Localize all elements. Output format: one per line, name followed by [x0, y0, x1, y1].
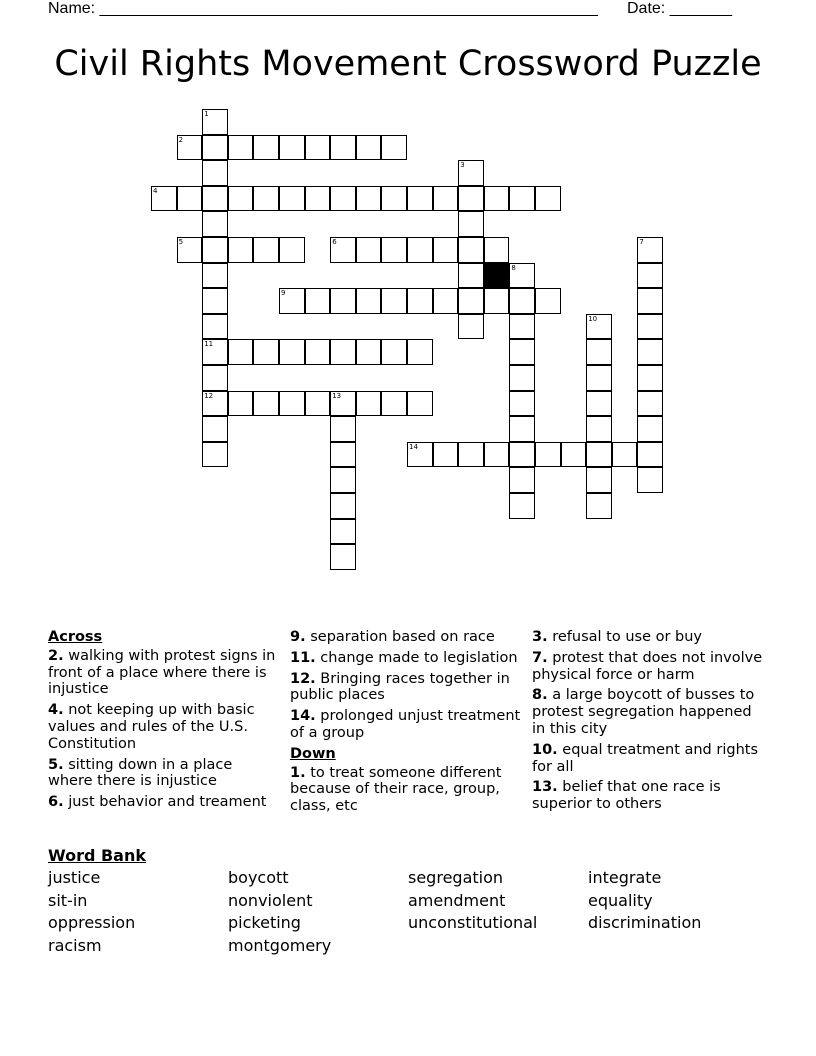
grid-cell[interactable]: [356, 186, 382, 212]
grid-cell[interactable]: [586, 416, 612, 442]
clue-text: walking with protest signs in front of a place where there is injustice: [48, 647, 276, 698]
grid-cell[interactable]: [279, 186, 305, 212]
grid-cell[interactable]: [484, 288, 510, 314]
clue-number: 13: [332, 391, 342, 400]
grid-cell[interactable]: [330, 519, 356, 545]
grid-cell[interactable]: [381, 391, 407, 417]
clue-number-label: 1.: [290, 764, 306, 781]
grid-cell[interactable]: [509, 467, 535, 493]
clues-column-2: [290, 629, 522, 819]
grid-cell[interactable]: [458, 314, 484, 340]
grid-cell[interactable]: [637, 416, 663, 442]
grid-cell[interactable]: [586, 442, 612, 468]
grid-cell[interactable]: [586, 365, 612, 391]
grid-cell[interactable]: [509, 263, 535, 289]
grid-cell[interactable]: [586, 391, 612, 417]
clue-item: [48, 648, 280, 698]
clue-number-label: 14.: [290, 708, 316, 725]
clue-number: 12: [204, 391, 214, 400]
grid-cell[interactable]: [279, 339, 305, 365]
grid-cell[interactable]: [509, 391, 535, 417]
clue-text: not keeping up with basic values and rules of the U.S. Constitution: [48, 702, 255, 752]
clues-column-1: [48, 629, 280, 815]
grid-cell[interactable]: [535, 442, 561, 468]
word-bank-item: segregation: [408, 868, 504, 887]
grid-cell[interactable]: [509, 288, 535, 314]
grid-cell[interactable]: [458, 288, 484, 314]
grid-cell[interactable]: [407, 339, 433, 365]
grid-cell[interactable]: [253, 135, 279, 161]
clue-number: 4: [153, 186, 158, 195]
clue-number-label: 3.: [532, 629, 548, 645]
grid-cell[interactable]: [381, 186, 407, 212]
grid-cell[interactable]: [458, 237, 484, 263]
grid-cell[interactable]: [305, 339, 331, 365]
grid-cell[interactable]: [202, 186, 228, 212]
date-line: Date: _______: [627, 0, 732, 17]
grid-cell[interactable]: [228, 339, 254, 365]
clue-number-label: 5.: [48, 756, 64, 773]
grid-cell[interactable]: [202, 339, 228, 365]
grid-cell[interactable]: [561, 442, 587, 468]
grid-cell[interactable]: [202, 109, 228, 135]
clue-text: prolonged unjust treatment of a group: [290, 708, 521, 741]
clue-item: [532, 742, 768, 776]
clue-number: 1: [204, 110, 209, 118]
grid-cell[interactable]: [177, 186, 203, 212]
grid-cell[interactable]: [637, 391, 663, 417]
grid-cell[interactable]: [381, 237, 407, 263]
grid-cell[interactable]: [509, 365, 535, 391]
grid-cell[interactable]: [433, 237, 459, 263]
grid-cell[interactable]: [356, 339, 382, 365]
grid-cell[interactable]: [586, 339, 612, 365]
name-line: Name: ________________________________________________________: [48, 0, 598, 17]
grid-cell[interactable]: [253, 237, 279, 263]
grid-cell[interactable]: [484, 442, 510, 468]
grid-cell[interactable]: [177, 135, 203, 161]
grid-cell[interactable]: [458, 442, 484, 468]
clue-text: refusal to use or buy: [547, 629, 703, 645]
grid-cell[interactable]: [535, 288, 561, 314]
grid-cell[interactable]: [458, 263, 484, 289]
grid-cell[interactable]: [637, 365, 663, 391]
grid-cell[interactable]: [279, 237, 305, 263]
word-bank-item: racism: [48, 936, 102, 956]
grid-cell[interactable]: [407, 442, 433, 468]
clue-number: 6: [332, 238, 337, 246]
grid-cell[interactable]: [535, 186, 561, 212]
grid-cell[interactable]: [228, 237, 254, 263]
word-bank-item: unconstitutional: [408, 913, 538, 933]
grid-cell[interactable]: [253, 391, 279, 417]
clue-item: [290, 629, 522, 646]
word-bank-item: justice: [48, 868, 101, 887]
grid-cell[interactable]: [612, 442, 638, 468]
clue-text: belief that one race is superior to others: [532, 779, 721, 813]
grid-cell[interactable]: [279, 288, 305, 314]
grid-cell[interactable]: [484, 186, 510, 212]
down-heading: Down: [290, 745, 336, 762]
page-title: Civil Rights Movement Crossword Puzzle: [54, 44, 762, 84]
grid-cell[interactable]: [407, 391, 433, 417]
grid-cell[interactable]: [202, 135, 228, 161]
grid-cell[interactable]: [202, 237, 228, 263]
word-bank-item: montgomery: [228, 936, 332, 956]
clue-number-label: 12.: [290, 670, 316, 687]
grid-cell[interactable]: [253, 339, 279, 365]
clue-item: [48, 757, 280, 791]
grid-cell[interactable]: [509, 493, 535, 519]
grid-cell[interactable]: [407, 288, 433, 314]
grid-cell[interactable]: [407, 237, 433, 263]
clue-item: [290, 765, 522, 815]
grid-cell[interactable]: [433, 442, 459, 468]
grid-cell[interactable]: [637, 288, 663, 314]
clue-item: [48, 702, 280, 752]
clue-item: [532, 650, 768, 684]
grid-cell[interactable]: [177, 237, 203, 263]
grid-cell[interactable]: [356, 391, 382, 417]
clue-text: a large boycott of busses to protest segregation happened in this city: [532, 687, 755, 737]
grid-cell[interactable]: [202, 314, 228, 340]
grid-cell[interactable]: [330, 493, 356, 519]
word-bank-item: oppression: [48, 913, 136, 933]
grid-cell[interactable]: [202, 288, 228, 314]
grid-cell[interactable]: [253, 186, 279, 212]
clue-item: [290, 708, 522, 742]
clue-number: 8: [511, 263, 516, 272]
grid-cell-blocked: [484, 263, 510, 289]
clue-number: 5: [178, 238, 184, 246]
grid-cell[interactable]: [637, 263, 663, 289]
clue-number-label: 13.: [532, 779, 558, 796]
word-bank-item: picketing: [228, 913, 301, 933]
grid-cell[interactable]: [381, 135, 407, 161]
grid-cell[interactable]: [637, 237, 663, 263]
word-bank-item: discrimination: [588, 913, 702, 933]
grid-cell[interactable]: [305, 288, 331, 314]
clue-item: [532, 779, 768, 813]
grid-cell[interactable]: [330, 416, 356, 442]
grid-cell[interactable]: [458, 211, 484, 237]
grid-cell[interactable]: [202, 263, 228, 289]
clue-item: [532, 629, 768, 646]
down-clues-list: [290, 765, 522, 815]
grid-cell[interactable]: [484, 237, 510, 263]
across-clues-list-continued: [290, 629, 522, 742]
clue-item: [532, 687, 768, 737]
grid-cell[interactable]: [305, 391, 331, 417]
word-bank-item: nonviolent: [228, 890, 313, 910]
grid-cell[interactable]: [509, 416, 535, 442]
grid-cell[interactable]: [509, 339, 535, 365]
grid-cell[interactable]: [202, 365, 228, 391]
word-bank-item: boycott: [228, 868, 289, 887]
grid-cell[interactable]: [330, 442, 356, 468]
clue-number-label: 11.: [290, 649, 316, 666]
clue-item: [290, 650, 522, 667]
word-bank-heading: Word Bank: [48, 846, 147, 865]
grid-cell[interactable]: [330, 288, 356, 314]
word-bank-item: equality: [588, 890, 653, 910]
clue-text: separation based on race: [305, 629, 495, 645]
grid-cell[interactable]: [279, 391, 305, 417]
grid-cell[interactable]: [586, 493, 612, 519]
grid-cell[interactable]: [330, 467, 356, 493]
clue-text: equal treatment and rights for all: [532, 741, 758, 775]
grid-cell[interactable]: [202, 211, 228, 237]
grid-cell[interactable]: [509, 186, 535, 212]
down-clues-list-continued: [532, 629, 768, 813]
clue-number-label: 7.: [532, 649, 548, 666]
grid-cell[interactable]: [509, 314, 535, 340]
clue-number: 14: [409, 442, 418, 451]
grid-cell[interactable]: [637, 339, 663, 365]
clue-item: [290, 671, 522, 705]
word-bank-item: integrate: [588, 868, 662, 887]
clue-text: sitting down in a place where there is injustice: [48, 756, 233, 790]
clue-number: 3: [460, 161, 465, 170]
clue-number: 7: [639, 238, 644, 246]
grid-cell[interactable]: [433, 288, 459, 314]
grid-cell[interactable]: [586, 314, 612, 340]
grid-cell[interactable]: [202, 160, 228, 186]
clue-number-label: 9.: [290, 629, 306, 645]
grid-cell[interactable]: [637, 314, 663, 340]
grid-cell[interactable]: [407, 186, 433, 212]
clue-number-label: 8.: [532, 687, 548, 704]
clue-number: 2: [178, 135, 184, 144]
clue-text: change made to legislation: [315, 649, 518, 666]
grid-cell[interactable]: [202, 442, 228, 468]
clue-number-label: 2.: [48, 647, 64, 664]
grid-cell[interactable]: [330, 339, 356, 365]
grid-cell[interactable]: [330, 544, 356, 570]
grid-cell[interactable]: [356, 288, 382, 314]
grid-cell[interactable]: [381, 288, 407, 314]
clue-text: protest that does not involve physical force or harm: [532, 649, 763, 683]
across-clues-list: [48, 648, 280, 811]
clue-text: Bringing races together in public places: [290, 670, 510, 704]
grid-cell[interactable]: [458, 160, 484, 186]
clue-item: [48, 794, 280, 811]
word-bank-item: amendment: [408, 890, 506, 910]
grid-cell[interactable]: [381, 339, 407, 365]
grid-cell[interactable]: [228, 391, 254, 417]
grid-cell[interactable]: [151, 186, 177, 212]
grid-cell[interactable]: [279, 135, 305, 161]
grid-cell[interactable]: [330, 237, 356, 263]
grid-cell[interactable]: [637, 467, 663, 493]
grid-cell[interactable]: [356, 237, 382, 263]
grid-cell[interactable]: [458, 186, 484, 212]
clue-number: 11: [204, 340, 214, 349]
grid-cell[interactable]: [586, 467, 612, 493]
clue-number: 10: [588, 314, 598, 323]
grid-cell[interactable]: [509, 442, 535, 468]
grid-cell[interactable]: [356, 135, 382, 161]
clue-text: to treat someone different because of their race, group, class, etc: [290, 764, 502, 815]
grid-cell[interactable]: [202, 391, 228, 417]
grid-cell[interactable]: [305, 135, 331, 161]
grid-cell[interactable]: [330, 391, 356, 417]
grid-cell[interactable]: [330, 186, 356, 212]
grid-cell[interactable]: [433, 186, 459, 212]
grid-cell[interactable]: [305, 186, 331, 212]
grid-cell[interactable]: [228, 186, 254, 212]
grid-cell[interactable]: [330, 135, 356, 161]
grid-cell[interactable]: [228, 135, 254, 161]
word-bank-item: sit-in: [48, 890, 88, 910]
clue-number-label: 4.: [48, 702, 64, 719]
grid-cell[interactable]: [637, 442, 663, 468]
clue-number-label: 6.: [48, 794, 64, 811]
across-heading: Across: [48, 629, 103, 645]
clue-number-label: 10.: [532, 741, 558, 758]
clue-text: just behavior and treament: [63, 794, 267, 811]
grid-cell[interactable]: [202, 416, 228, 442]
clues-column-3: [532, 629, 768, 817]
clue-number: 9: [281, 289, 286, 298]
